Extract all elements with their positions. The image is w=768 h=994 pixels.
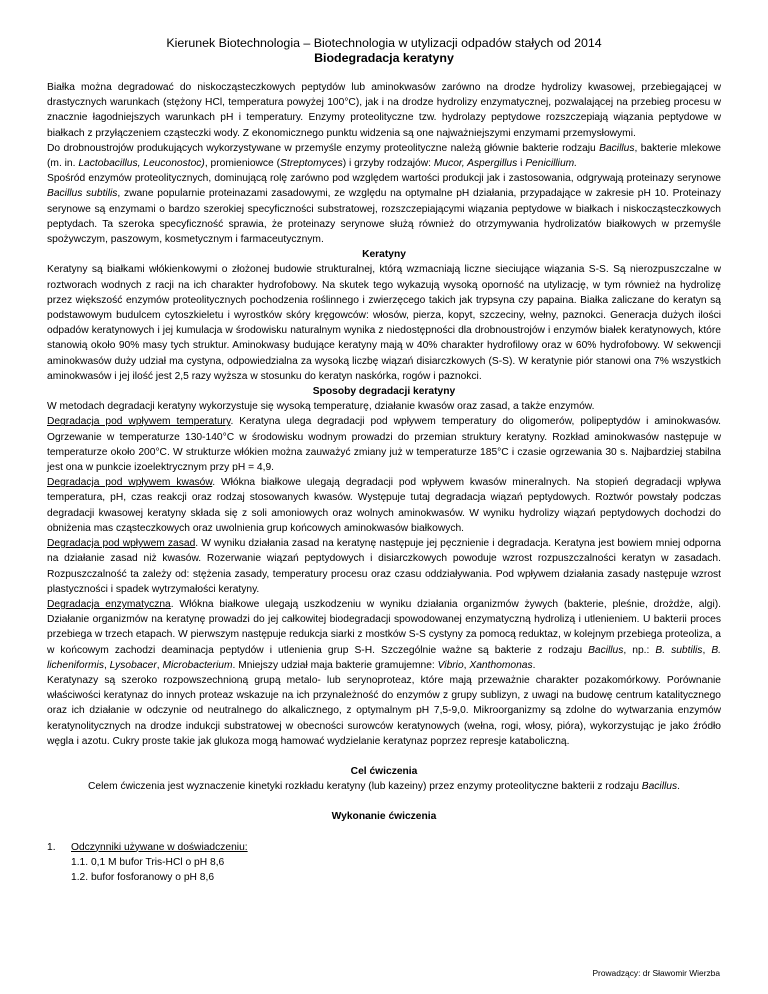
sub-item-2: 1.2. bufor fosforanowy o pH 8,6 — [71, 871, 215, 883]
section-heading-cel: Cel ćwiczenia — [350, 765, 418, 777]
document-page — [47, 0, 721, 885]
degradation-acids: Degradacja pod wpływem kwasów. Włókna białkowe ulegają degradacji pod wpływem kwasów mineralnych. Na stopień degradacji wpływa temperatura, pH, czas reakcji oraz rodzaj stosowanych kwasów. Występuje tutaj degradacja wiązań peptydowych. Roztwór powstały podczas degradacji kwasowej keratyny składa się z soli amoniowych oraz wolnych aminokwasów. W wyniku hydrolizy wiązań peptydowych dochodzi do obniżenia mas cząsteczkowych oraz uwolnienia grup końcowych aminokwasów białkowych. — [47, 477, 721, 534]
sub-item-1: 1.1. 0,1 M bufor Tris-HCl o pH 8,6 — [71, 856, 225, 868]
list-number: 1. — [47, 841, 56, 853]
sposoby-intro: W metodach degradacji keratyny wykorzystuje się wysoką temperaturę, działanie kwasów oraz zasad, a także enzymów. — [47, 401, 595, 413]
keratinases-paragraph: Keratynazy są szeroko rozpowszechnioną grupą metalo- lub serynoproteaz, które mają przeważnie charakter pozakomórkowy. Porównanie właściwości keratynaz do innych proteaz wskazuje na ich przynależność do enzymów z grupy sublizyn, z uwagi na budowę centrum katalitycznego oraz ich działanie w odczynie od neutralnego do alkalicznego, z optymalnym pH 7,5-9,0. Mikroorganizmy są zdolne do wytwarzania enzymów keratynolitycznych na drodze indukcji substratowej w obecności surowców keratynowych (wełna, rogi, włosy, pióra), wykorzystując je jako źródło węgla i azotu. Cukry proste takie jak glukoza mogą hamować wydzielanie keratynaz poprzez represje kataboliczną. — [47, 674, 721, 747]
degradation-temperature: Degradacja pod wpływem temperatury. Keratyna ulega degradacji pod wpływem temperatury do oligomerów, polipeptydów i aminokwasów. Ogrzewanie w temperaturze 130-140°C w środowisku wodnym prowadzi do przemian struktury keratyny. Rozkład aminokwasów następuje w temperaturze około 200°C. W strukturze włókien można zauważyć zmiany już w temperaturze 185°C i czasie ogrzewania 30 s. Najbardziej stabilna jest ona w punkcie izoelektrycznym przy pH = 4,9. — [47, 416, 722, 474]
steps-list — [47, 840, 721, 855]
acids-label: Degradacja pod wpływem kwasów — [47, 477, 213, 489]
degradation-enzymatic: Degradacja enzymatyczna. Włókna białkowe ulegają uszkodzeniu w wyniku działania organizmów żywych (bakterie, pleśnie, drożdże, algi). Działanie organizmów na keratynę prowadzi do jej całkowitej biodegradacji spowodowanej enzymatyczną hydrolizą i utlenieniem. U bakterii proces przebiega w trzech etapach. W pierwszym następuje redukcja siarki z mostków S-S cystyny za pomocą reduktaz, w kolejnym przebiega proteoliza, a w końcowym zachodzi deaminacja peptydów i utlenienia grup S-H. Szczególnie ważne są bakterie z rodzaju Bacillus, np.: B. subtilis, B. licheniformis, Lysobacer, Microbacterium. Mniejszy udział maja bakterie gramujemne: Vibrio, Xanthomonas. — [47, 598, 721, 671]
keratyny-paragraph: Keratyny są białkami włókienkowymi o złożonej budowie strukturalnej, którą wzmacniają liczne sieciujące wiązania S-S. Są nierozpuszczalne w roztworach wodnych z racji na ich charakter hydrofobowy. Na skutek tego wykazują wysoką oporność na utylizację, w tym również na hydrolizę przez większość enzymów proteolitycznych pochodzenia roślinnego i zwierzęcego takich jak trypsyna czy papaina. Białka zaliczane do keratyn są podstawowym budulcem cytoszkieletu i wyrostków skóry kręgowców: włosów, pierza, kopyt, szczeciny, wełny, paznokci. Generacja dużych ilości odpadów keratynowych i jej kumulacja w środowisku naturalnym wynika z niedostępności dla drobnoustrojów i enzymów białek keratynowych, które stanowią około 90% masy tych struktur. Aminokwasy budujące keratyny mają w 40% charakter hydrofilowy oraz w 60% hydrofobowy. W sekwencji aminokwasów duży udział ma cystyna, odpowiedzialna za wysoką liczbę wiązań disiarczkowych (S-S). W keratynie piór stanowi ona 7% wszystkich aminokwasów i jej ilość jest 2,5 razy wyższa w stosunku do keratyn naskórka, rogów i paznokci. — [47, 264, 721, 382]
bases-label: Degradacja pod wpływem zasad — [47, 538, 196, 550]
intro-paragraph-3: Spośród enzymów proteolitycznych, dominującą rolę zarówno pod względem wartości produkcji jak i zastosowania, odgrywają proteinazy serynowe Bacillus subtilis, zwane popularnie proteinazami zasadowymi, ze względu na optymalne pH działania, przypadające w zakresie pH 10. Proteinazy serynowe są enzymami o bardzo szerokiej specyficzności substratowej, rozszczepiającymi wiązania peptydowe w białkach i niskocząsteczkowych peptydach. Ta szeroka specyficzność sprawia, że proteinazy serynowe służą również do otrzymywania hydrolizatów białkowych w przemyśle spożywczym, paszowym, kosmetycznym i farmaceutycznym. — [47, 173, 721, 246]
degradation-bases: Degradacja pod wpływem zasad. W wyniku działania zasad na keratynę następuje jej pęcznienie i degradacja. Keratyna jest bowiem mniej odporna na działanie zasad niż kwasów. Rozerwanie wiązań peptydowych i disiarczkowych powoduje wzrost rozpuszczalności keratyn w zasadach. Rozpuszczalność ta zależy od: stężenia zasady, temperatury procesu oraz czasu oddziaływania. Pod wpływem działania zasady następuje wzrost plastyczności i spadek wytrzymałości keratyny. — [47, 538, 721, 595]
section-heading-sposoby: Sposoby degradacji keratyny — [312, 386, 456, 398]
document-title: Biodegradacja keratyny — [314, 51, 454, 65]
list-item — [47, 840, 721, 855]
intro-paragraph-1: Białka można degradować do niskocząsteczkowych peptydów lub aminokwasów zarówno na drodze hydrolizy kwasowej, przebiegającej w drastycznych warunkach (stężony HCl, temperatura powyżej 100°C), jak i na drodze hydrolizy enzymatycznej, pozwalającej na przebieg procesu w znacznie łagodniejszych warunkach pH i temperatury. Enzymy proteolityczne tzw. hydrolazy peptydowe rozszczepiają wiązania peptydowe w białkach z przyłączeniem cząsteczki wody. Z ekonomicznego punktu widzenia są one najważniejszymi enzymami przemysłowymi. — [47, 82, 721, 139]
footer-instructor: Prowadzący: dr Sławomir Wierzba — [592, 968, 720, 978]
temperature-label: Degradacja pod wpływem temperatury — [47, 416, 231, 428]
document-body — [47, 80, 721, 885]
cel-paragraph: Celem ćwiczenia jest wyznaczenie kinetyki rozkładu keratyny (lub kazeiny) przez enzymy proteolityczne bakterii z rodzaju Bacillus. — [88, 781, 680, 793]
course-title: Kierunek Biotechnologia – Biotechnologia w utylizacji odpadów stałych od 2014 — [166, 36, 602, 50]
section-heading-keratyny: Keratyny — [362, 249, 406, 261]
section-heading-wykonanie: Wykonanie ćwiczenia — [331, 811, 437, 823]
enzymatic-label: Degradacja enzymatyczna — [47, 598, 171, 610]
intro-paragraph-2: Do drobnoustrojów produkujących wykorzystywane w przemyśle enzymy proteolityczne należą głównie bakterie rodzaju Bacillus, bakterie mlekowe (m. in. Lactobacillus, Leuconostoc), promieniowce (Streptomyces) i grzyby rodzajów: Mucor, Aspergillus i Penicillium. — [47, 142, 721, 170]
list-item-label: Odczynniki używane w doświadczeniu: — [71, 841, 248, 853]
